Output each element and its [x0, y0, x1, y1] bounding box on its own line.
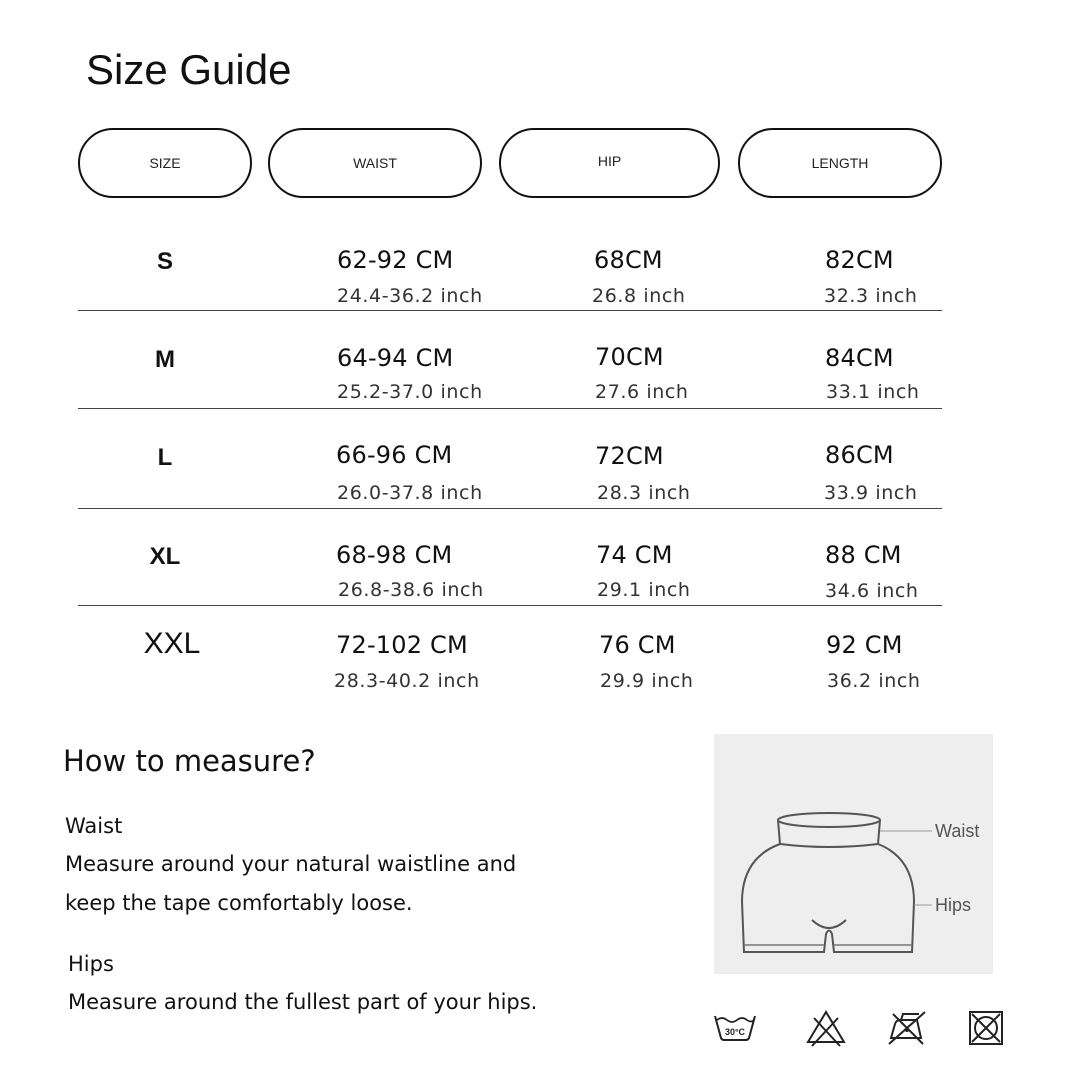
waist-inch-xxl: 28.3-40.2 inch — [334, 670, 480, 692]
length-inch-l: 33.9 inch — [824, 482, 918, 504]
shorts-outline-icon — [714, 734, 993, 974]
header-hip — [499, 128, 720, 198]
row-divider — [78, 605, 942, 606]
length-cm-l: 86CM — [825, 441, 894, 469]
hips-section-title: Hips — [68, 952, 114, 976]
waist-inch-l: 26.0-37.8 inch — [337, 482, 483, 504]
row-size-s: S — [156, 248, 173, 275]
waist-inch-m: 25.2-37.0 inch — [337, 381, 483, 403]
waist-section-body — [65, 845, 516, 923]
waist-cm-xxl: 72-102 CM — [336, 631, 468, 659]
page-title: Size Guide — [86, 46, 292, 93]
hip-cm-l: 72CM — [595, 442, 664, 470]
measurement-diagram — [714, 734, 993, 974]
row-divider — [78, 310, 942, 311]
row-divider — [78, 408, 942, 409]
hip-inch-m: 27.6 inch — [595, 381, 689, 403]
length-cm-xxl: 92 CM — [826, 631, 903, 659]
wash-30-icon — [713, 1008, 757, 1048]
hips-instruction-line-1: Measure around the fullest part of your hips. — [68, 990, 538, 1014]
header-waist — [268, 128, 482, 198]
waist-cm-s: 62-92 CM — [337, 246, 454, 274]
no-iron-icon — [885, 1008, 929, 1048]
waist-section-title: Waist — [65, 814, 123, 838]
how-to-measure-heading: How to measure? — [63, 744, 316, 778]
length-inch-xxl: 36.2 inch — [827, 670, 921, 692]
no-tumble-dry-icon — [964, 1008, 1008, 1048]
length-inch-m: 33.1 inch — [826, 381, 920, 403]
length-inch-xl: 34.6 inch — [825, 580, 919, 602]
length-cm-xl: 88 CM — [825, 541, 902, 569]
hip-cm-xl: 74 CM — [596, 541, 673, 569]
waist-cm-m: 64-94 CM — [337, 344, 454, 372]
header-length-label: LENGTH — [811, 155, 869, 171]
row-size-xl: XL — [149, 543, 181, 570]
waist-cm-l: 66-96 CM — [336, 441, 453, 469]
waist-instruction-line-2: keep the tape comfortably loose. — [65, 891, 413, 915]
header-hip-label: HIP — [597, 153, 622, 169]
length-inch-s: 32.3 inch — [824, 285, 918, 307]
row-divider — [78, 508, 942, 509]
waist-cm-xl: 68-98 CM — [336, 541, 453, 569]
wash-temperature: 30°C — [724, 1027, 746, 1037]
header-size-label: SIZE — [149, 155, 181, 171]
row-size-l: L — [157, 444, 173, 471]
hip-cm-s: 68CM — [594, 246, 663, 274]
length-cm-s: 82CM — [825, 246, 894, 274]
hip-cm-m: 70CM — [595, 343, 664, 371]
header-length — [738, 128, 942, 198]
hip-inch-xl: 29.1 inch — [597, 579, 691, 601]
hips-section-body — [68, 983, 537, 1022]
diagram-waist-label: Waist — [935, 821, 980, 841]
header-size — [78, 128, 252, 198]
hip-cm-xxl: 76 CM — [599, 631, 676, 659]
hip-inch-l: 28.3 inch — [597, 482, 691, 504]
waist-inch-s: 24.4-36.2 inch — [337, 285, 483, 307]
hip-inch-s: 26.8 inch — [592, 285, 686, 307]
length-cm-m: 84CM — [825, 344, 894, 372]
hip-inch-xxl: 29.9 inch — [600, 670, 694, 692]
diagram-hips-label: Hips — [935, 895, 972, 915]
row-size-xxl: XXL — [143, 627, 201, 660]
row-size-m: M — [155, 346, 175, 373]
waist-inch-xl: 26.8-38.6 inch — [338, 579, 484, 601]
no-bleach-icon — [804, 1008, 848, 1048]
waist-instruction-line-1: Measure around your natural waistline and — [65, 852, 517, 876]
header-waist-label: WAIST — [353, 155, 397, 171]
